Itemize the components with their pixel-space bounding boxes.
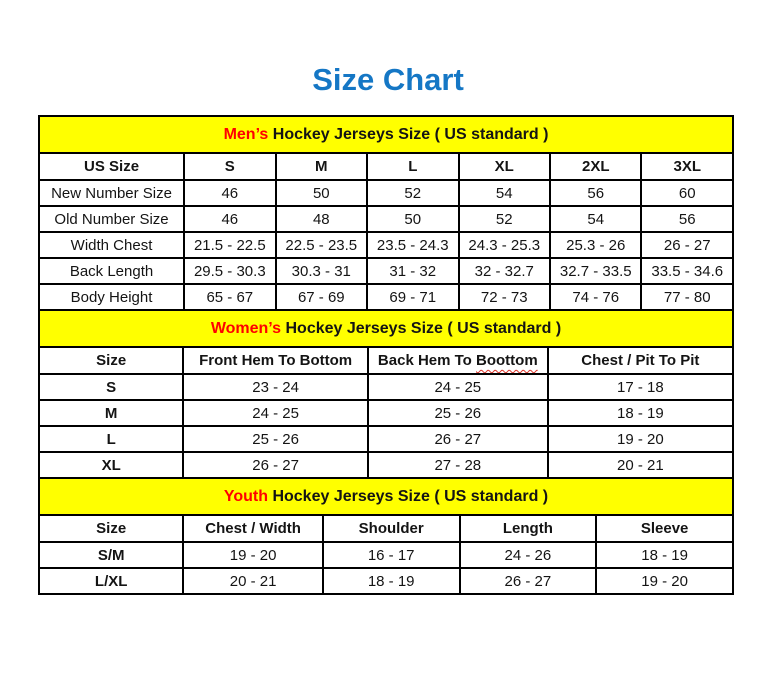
mens-band-title: Hockey Jerseys Size ( US standard ) <box>268 125 549 143</box>
mens-value-cell: 46 <box>184 206 275 232</box>
mens-value-cell: 74 - 76 <box>550 284 641 310</box>
mens-value-cell: 56 <box>641 206 733 232</box>
mens-value-cell: 65 - 67 <box>184 284 275 310</box>
youth-value-cell: 24 - 26 <box>460 542 597 568</box>
mens-column-header: 3XL <box>641 153 733 180</box>
womens-value-cell: 26 - 27 <box>368 426 548 452</box>
youth-column-header: Size <box>39 515 183 542</box>
mens-value-cell: 48 <box>276 206 367 232</box>
youth-value-cell: 19 - 20 <box>596 568 733 594</box>
mens-row-label: Old Number Size <box>39 206 184 232</box>
womens-column-header: Chest / Pit To Pit <box>548 347 733 374</box>
womens-value-cell: 25 - 26 <box>368 400 548 426</box>
youth-size-table <box>38 477 734 595</box>
mens-column-header: L <box>367 153 458 180</box>
mens-value-cell: 32.7 - 33.5 <box>550 258 641 284</box>
youth-value-cell: 26 - 27 <box>460 568 597 594</box>
womens-table-row <box>39 400 733 426</box>
mens-value-cell: 54 <box>459 180 550 206</box>
mens-value-cell: 52 <box>367 180 458 206</box>
womens-section-band <box>39 310 733 347</box>
mens-table-row <box>39 258 733 284</box>
womens-value-cell: 25 - 26 <box>183 426 368 452</box>
mens-value-cell: 50 <box>367 206 458 232</box>
youth-section-band <box>39 478 733 515</box>
youth-table-row <box>39 542 733 568</box>
youth-column-header: Chest / Width <box>183 515 322 542</box>
mens-value-cell: 72 - 73 <box>459 284 550 310</box>
womens-column-header: Back Hem To Boottom <box>368 347 548 374</box>
womens-row-label: L <box>39 426 183 452</box>
mens-row-label: Back Length <box>39 258 184 284</box>
mens-value-cell: 25.3 - 26 <box>550 232 641 258</box>
mens-table-row <box>39 206 733 232</box>
youth-column-header: Shoulder <box>323 515 460 542</box>
womens-value-cell: 27 - 28 <box>368 452 548 478</box>
youth-value-cell: 16 - 17 <box>323 542 460 568</box>
womens-value-cell: 26 - 27 <box>183 452 368 478</box>
youth-row-label: L/XL <box>39 568 183 594</box>
youth-header-row <box>39 515 733 542</box>
mens-row-label: Width Chest <box>39 232 184 258</box>
womens-table-row <box>39 426 733 452</box>
mens-header-row <box>39 153 733 180</box>
mens-value-cell: 22.5 - 23.5 <box>276 232 367 258</box>
womens-table-row <box>39 452 733 478</box>
womens-value-cell: 20 - 21 <box>548 452 733 478</box>
mens-value-cell: 67 - 69 <box>276 284 367 310</box>
youth-column-header: Sleeve <box>596 515 733 542</box>
mens-value-cell: 77 - 80 <box>641 284 733 310</box>
mens-value-cell: 30.3 - 31 <box>276 258 367 284</box>
mens-value-cell: 33.5 - 34.6 <box>641 258 733 284</box>
mens-value-cell: 69 - 71 <box>367 284 458 310</box>
womens-size-table <box>38 309 734 479</box>
mens-value-cell: 46 <box>184 180 275 206</box>
womens-column-header: Front Hem To Bottom <box>183 347 368 374</box>
womens-row-label: S <box>39 374 183 400</box>
mens-value-cell: 54 <box>550 206 641 232</box>
mens-section-band <box>39 116 733 153</box>
size-chart-tables <box>38 115 734 595</box>
misspelled-word: Boottom <box>476 352 538 370</box>
mens-value-cell: 60 <box>641 180 733 206</box>
mens-value-cell: 21.5 - 22.5 <box>184 232 275 258</box>
womens-table-row <box>39 374 733 400</box>
mens-value-cell: 29.5 - 30.3 <box>184 258 275 284</box>
womens-column-header: Size <box>39 347 183 374</box>
youth-band-highlight: Youth <box>223 487 268 505</box>
womens-value-cell: 19 - 20 <box>548 426 733 452</box>
mens-value-cell: 56 <box>550 180 641 206</box>
mens-column-header: 2XL <box>550 153 641 180</box>
mens-table-row <box>39 232 733 258</box>
mens-band-highlight: Men’s <box>223 125 269 143</box>
youth-value-cell: 18 - 19 <box>596 542 733 568</box>
mens-value-cell: 31 - 32 <box>367 258 458 284</box>
mens-row-label: New Number Size <box>39 180 184 206</box>
womens-header-row <box>39 347 733 374</box>
womens-value-cell: 24 - 25 <box>368 374 548 400</box>
mens-size-table <box>38 115 734 311</box>
mens-column-header: M <box>276 153 367 180</box>
womens-band-title: Hockey Jerseys Size ( US standard ) <box>281 319 562 337</box>
womens-row-label: XL <box>39 452 183 478</box>
mens-value-cell: 50 <box>276 180 367 206</box>
mens-value-cell: 23.5 - 24.3 <box>367 232 458 258</box>
womens-value-cell: 17 - 18 <box>548 374 733 400</box>
womens-value-cell: 23 - 24 <box>183 374 368 400</box>
womens-value-cell: 24 - 25 <box>183 400 368 426</box>
mens-table-row <box>39 180 733 206</box>
youth-table-row <box>39 568 733 594</box>
youth-column-header: Length <box>460 515 597 542</box>
mens-value-cell: 52 <box>459 206 550 232</box>
youth-row-label: S/M <box>39 542 183 568</box>
page-title: Size Chart <box>312 62 464 97</box>
mens-value-cell: 24.3 - 25.3 <box>459 232 550 258</box>
youth-value-cell: 19 - 20 <box>183 542 322 568</box>
mens-column-header: US Size <box>39 153 184 180</box>
youth-value-cell: 20 - 21 <box>183 568 322 594</box>
womens-value-cell: 18 - 19 <box>548 400 733 426</box>
mens-value-cell: 32 - 32.7 <box>459 258 550 284</box>
mens-column-header: XL <box>459 153 550 180</box>
mens-column-header: S <box>184 153 275 180</box>
youth-band-title: Hockey Jerseys Size ( US standard ) <box>268 487 549 505</box>
womens-row-label: M <box>39 400 183 426</box>
mens-row-label: Body Height <box>39 284 184 310</box>
youth-value-cell: 18 - 19 <box>323 568 460 594</box>
mens-table-row <box>39 284 733 310</box>
womens-band-highlight: Women’s <box>210 319 282 337</box>
mens-value-cell: 26 - 27 <box>641 232 733 258</box>
